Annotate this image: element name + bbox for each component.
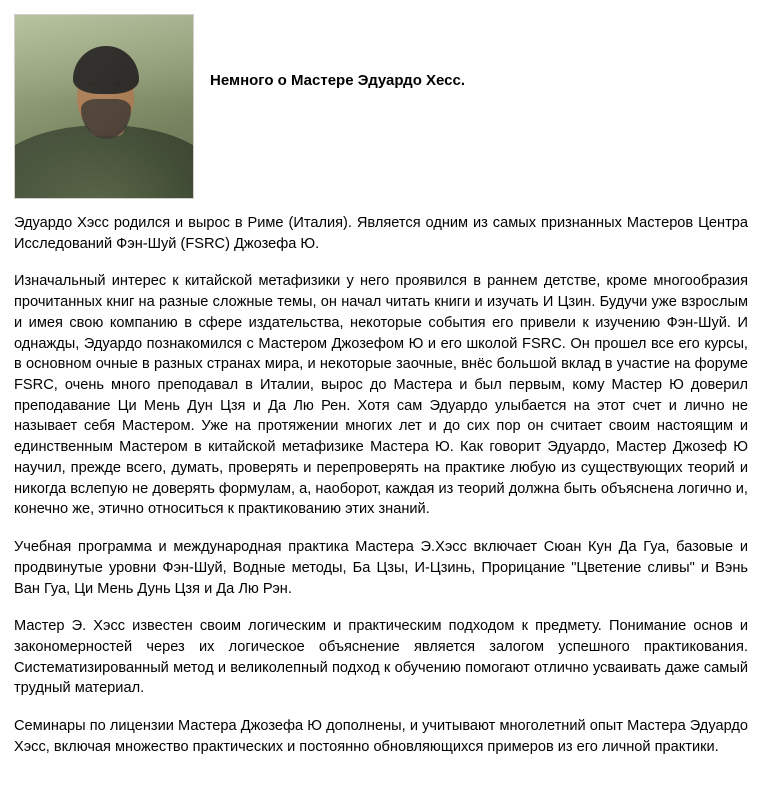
paragraph-2: Изначальный интерес к китайской метафизики у него проявился в раннем детстве, кроме многообразия прочитанных книг на разные сложные темы, он начал читать книги и изучать И Цзин. Будучи уже взрослым и имея свою компанию в сфере издательства, некоторые события его привели к изучению Фэн-Шуй. И однажды, Эдуардо познакомился с Мастером Джозефом Ю и его школой FSRC. Он прошел все его курсы, в основном очные в разных странах мира, и некоторые заочные, внёс большой вклад в участие на форуме FSRC, очень много преподавал в Италии, вырос до Мастера и был первым, кому Мастер Ю доверил преподавание Ци Мень Дун Цзя и Да Лю Рен. Хотя сам Эдуардо улыбается на этот счет и лично не называет себя Мастером. Уже на протяжении многих лет и до сих пор он считает своим настоящим и единственным Мастером в китайской метафизике Мастера Ю. Как говорит Эдуардо, Мастер Джозеф Ю научил, прежде всего, думать, проверять и перепроверять на практике любую из существующих теорий и никогда вслепую не доверять формулам, а, наоборот, каждая из теорий должна быть объяснена логично и, конечно же, этично относиться к практикованию этих знаний. xyxy=(14,273,748,518)
page-title: Немного о Мастере Эдуардо Хесс. xyxy=(210,72,466,89)
photo-grain-overlay xyxy=(15,15,193,198)
portrait-photo xyxy=(14,14,194,199)
paragraph-1: Эдуардо Хэсс родился и вырос в Риме (Италия). Является одним из самых признанных Мастеров Центра Исследований Фэн-Шуй (FSRC) Джозефа Ю. xyxy=(14,215,748,252)
paragraph-4: Мастер Э. Хэсс известен своим логическим и практическим подходом к предмету. Понимание основ и закономерностей через их логическое объяснение является залогом успешного практикования. Систематизированный метод и великолепный подход к обучению помогают отлично усваивать даже самый трудный материал. xyxy=(14,618,748,697)
paragraph-5: Семинары по лицензии Мастера Джозефа Ю дополнены, и учитывают многолетний опыт Мастера Эдуардо Хэсс, включая множество практических и постоянно обновляющихся примеров из его личной практики. xyxy=(14,718,748,755)
paragraph-3: Учебная программа и международная практика Мастера Э.Хэсс включает Сюан Кун Да Гуа, базовые и продвинутые уровни Фэн-Шуй, Водные методы, Ба Цзы, И-Цзинь, Прорицание "Цветение сливы" и Вэнь Ван Гуа, Ци Мень Дунь Цзя и Да Лю Рэн. xyxy=(14,539,748,597)
title-column xyxy=(210,0,760,90)
